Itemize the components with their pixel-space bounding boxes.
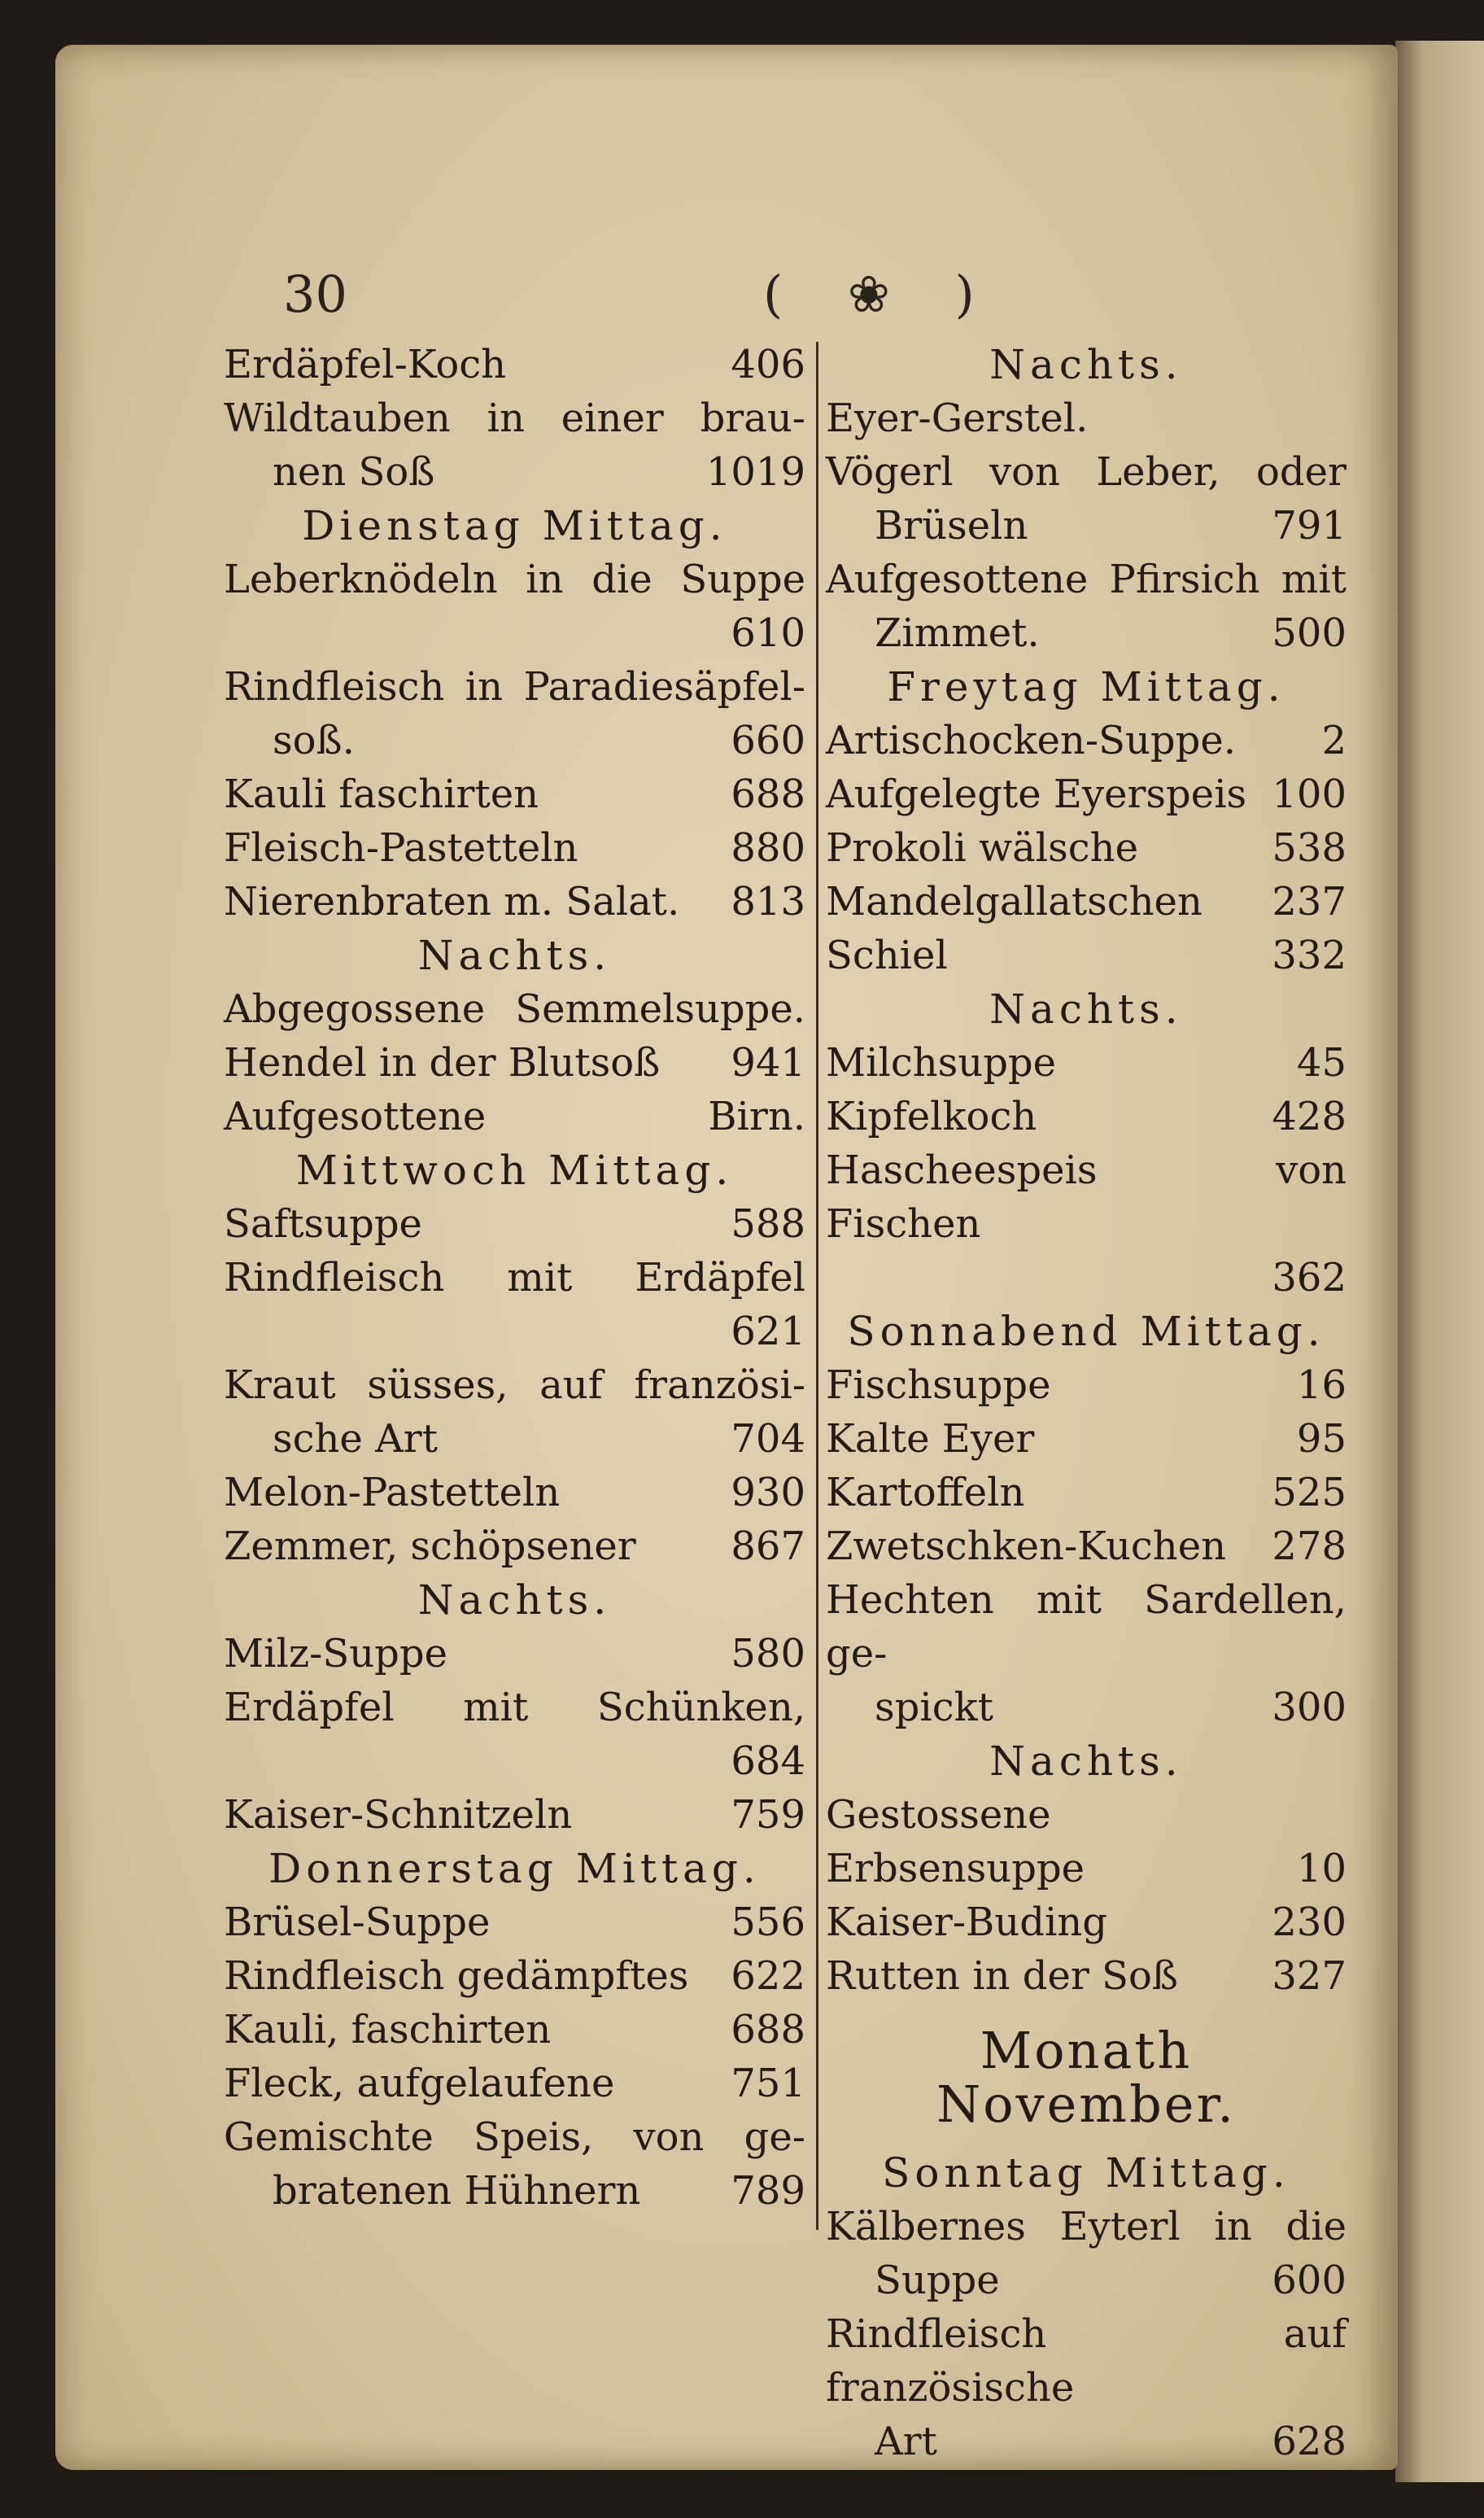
menu-entry bbox=[826, 499, 1347, 553]
recipe-number: 791 bbox=[1272, 503, 1347, 549]
dish-name: Milchsuppe bbox=[826, 1040, 1057, 1086]
section-heading: Dienstag Mittag. bbox=[302, 502, 727, 549]
recipe-number: 622 bbox=[731, 1953, 805, 1999]
menu-line: Aufgesottene Birn. bbox=[224, 1094, 805, 1139]
menu-entry bbox=[826, 875, 1347, 929]
section-heading: Nachts. bbox=[417, 932, 612, 979]
menu-entry bbox=[224, 714, 805, 767]
recipe-number: 406 bbox=[731, 342, 805, 387]
recipe-number: 610 bbox=[731, 610, 805, 656]
menu-entry bbox=[826, 767, 1347, 821]
menu-line: Hascheespeis von Fischen bbox=[826, 1148, 1347, 1247]
dish-name: Melon-Pastetteln bbox=[224, 1470, 561, 1515]
section-heading: Freytag Mittag. bbox=[887, 663, 1285, 710]
dish-name: Art bbox=[875, 2419, 937, 2464]
page-header bbox=[55, 264, 1398, 338]
recipe-number: 1019 bbox=[705, 449, 805, 495]
menu-line: Rindfleisch mit Erdäpfel bbox=[224, 1255, 805, 1301]
dish-name: Kauli, faschirten bbox=[224, 2007, 552, 2052]
menu-line: Wildtauben in einer brau- bbox=[224, 396, 805, 441]
recipe-number: 100 bbox=[1272, 772, 1347, 817]
menu-entry bbox=[224, 1895, 805, 1949]
recipe-number: 813 bbox=[731, 879, 805, 925]
dish-name: spickt bbox=[875, 1685, 993, 1730]
menu-entry bbox=[826, 1895, 1347, 1949]
menu-line: Abgegossene Semmelsuppe. bbox=[224, 986, 805, 1032]
dish-name: Brüsel-Suppe bbox=[224, 1899, 491, 1945]
page-number: 30 bbox=[283, 264, 347, 324]
dish-name: Suppe bbox=[875, 2258, 1000, 2303]
ornament-icon: ( ❀ ) bbox=[763, 264, 999, 324]
menu-line: Kraut süsses, auf französi- bbox=[224, 1362, 805, 1408]
recipe-number: 230 bbox=[1272, 1899, 1347, 1945]
recipe-number: 941 bbox=[731, 1040, 805, 1086]
section-heading: Nachts. bbox=[989, 1738, 1183, 1785]
dish-name: Gestossene Erbsensuppe bbox=[826, 1792, 1085, 1891]
menu-entry bbox=[224, 1519, 805, 1573]
dish-name: Fischsuppe bbox=[826, 1362, 1051, 1408]
dish-name: Hendel in der Blutsoß bbox=[224, 1040, 661, 1086]
recipe-number: 2 bbox=[1321, 718, 1347, 763]
menu-entry bbox=[224, 338, 805, 391]
dish-name: Rindfleisch gedämpftes bbox=[224, 1953, 689, 1999]
menu-line: Hechten mit Sardellen, ge- bbox=[826, 1577, 1347, 1676]
menu-entry bbox=[224, 1036, 805, 1090]
recipe-number: 362 bbox=[1272, 1255, 1347, 1301]
dish-name: sche Art bbox=[273, 1416, 438, 1462]
dish-name: Prokoli wälsche bbox=[826, 825, 1138, 871]
dish-name: Saftsuppe bbox=[224, 1201, 422, 1247]
recipe-number: 930 bbox=[731, 1470, 805, 1515]
recipe-number: 789 bbox=[731, 2168, 805, 2214]
right-column bbox=[826, 338, 1347, 2468]
dish-name: Fleck, aufgelaufene bbox=[224, 2061, 615, 2106]
dish-name: soß. bbox=[273, 718, 355, 763]
menu-entry bbox=[826, 1519, 1347, 1573]
menu-entry bbox=[826, 821, 1347, 875]
menu-entry bbox=[826, 1466, 1347, 1519]
recipe-number: 556 bbox=[731, 1899, 805, 1945]
dish-name: Mandelgallatschen bbox=[826, 879, 1202, 925]
section-heading: Sonntag Mittag. bbox=[882, 2149, 1290, 2197]
dish-name: Rutten in der Soß bbox=[826, 1953, 1178, 1999]
recipe-number: 538 bbox=[1272, 825, 1347, 871]
dish-name: Zemmer, schöpsener bbox=[224, 1523, 636, 1569]
dish-name: Kalte Eyer bbox=[826, 1416, 1035, 1462]
recipe-number: 759 bbox=[731, 1792, 805, 1838]
menu-entry bbox=[224, 1412, 805, 1466]
menu-entry bbox=[224, 821, 805, 875]
menu-entry bbox=[224, 2003, 805, 2057]
recipe-number: 588 bbox=[731, 1201, 805, 1247]
menu-entry bbox=[826, 1251, 1347, 1305]
menu-line: Rindfleisch auf französische bbox=[826, 2311, 1347, 2411]
dish-name: Kartoffeln bbox=[826, 1470, 1025, 1515]
dish-name: Kauli faschirten bbox=[224, 772, 539, 817]
recipe-number: 300 bbox=[1272, 1685, 1347, 1730]
menu-entry bbox=[826, 1949, 1347, 2003]
section-heading: Nachts. bbox=[417, 1576, 612, 1624]
recipe-number: 10 bbox=[1296, 1846, 1347, 1891]
dish-name: Kaiser-Schnitzeln bbox=[224, 1792, 573, 1838]
menu-entry bbox=[224, 1788, 805, 1842]
menu-line: Rindfleisch in Paradiesäpfel- bbox=[224, 664, 805, 710]
recipe-number: 525 bbox=[1272, 1470, 1347, 1515]
recipe-number: 500 bbox=[1272, 610, 1347, 656]
dish-name: Kaiser-Buding bbox=[826, 1899, 1107, 1945]
section-heading: Mittwoch Mittag. bbox=[295, 1147, 734, 1194]
recipe-number: 880 bbox=[731, 825, 805, 871]
recipe-number: 237 bbox=[1272, 879, 1347, 925]
menu-line: Vögerl von Leber, oder bbox=[826, 449, 1347, 495]
dish-name: Aufgelegte Eyerspeis bbox=[826, 772, 1247, 817]
dish-name: Fleisch-Pastetteln bbox=[224, 825, 578, 871]
menu-entry bbox=[826, 2254, 1347, 2307]
recipe-number: 621 bbox=[731, 1309, 805, 1354]
menu-entry bbox=[826, 1036, 1347, 1090]
menu-entry bbox=[826, 1681, 1347, 1734]
recipe-number: 660 bbox=[731, 718, 805, 763]
menu-entry bbox=[224, 767, 805, 821]
menu-entry bbox=[826, 1788, 1347, 1895]
column-divider bbox=[816, 342, 818, 2230]
menu-line: Aufgesottene Pfirsich mit bbox=[826, 557, 1347, 602]
section-heading: Sonnabend Mittag. bbox=[847, 1308, 1325, 1355]
recipe-number: 684 bbox=[731, 1738, 805, 1784]
menu-line: Erdäpfel mit Schünken, bbox=[224, 1685, 805, 1730]
menu-entry bbox=[224, 2057, 805, 2110]
dish-name: Artischocken-Suppe. bbox=[826, 718, 1236, 763]
month-heading: Monath November. bbox=[936, 2021, 1236, 2134]
dish-name: bratenen Hühnern bbox=[273, 2168, 641, 2214]
recipe-number: 16 bbox=[1296, 1362, 1347, 1408]
menu-entry bbox=[826, 929, 1347, 982]
recipe-number: 600 bbox=[1272, 2258, 1347, 2303]
menu-entry bbox=[224, 1949, 805, 2003]
recipe-number: 332 bbox=[1272, 933, 1347, 978]
menu-entry bbox=[826, 1358, 1347, 1412]
dish-name: Brüseln bbox=[875, 503, 1028, 549]
menu-entry bbox=[224, 1305, 805, 1358]
menu-entry bbox=[826, 1412, 1347, 1466]
menu-entry bbox=[224, 875, 805, 929]
adjacent-page-edge bbox=[1395, 41, 1484, 2482]
recipe-number: 428 bbox=[1272, 1094, 1347, 1139]
menu-entry bbox=[224, 606, 805, 660]
menu-line: Eyer-Gerstel. bbox=[826, 396, 1089, 441]
dish-name: Erdäpfel-Koch bbox=[224, 342, 507, 387]
menu-entry bbox=[224, 1197, 805, 1251]
left-column bbox=[224, 338, 805, 2218]
menu-entry bbox=[224, 1466, 805, 1519]
menu-line: Gemischte Speis, von ge- bbox=[224, 2114, 805, 2160]
menu-line: Leberknödeln in die Suppe bbox=[224, 557, 805, 602]
menu-entry bbox=[224, 1627, 805, 1681]
menu-entry bbox=[224, 445, 805, 499]
section-heading: Nachts. bbox=[989, 986, 1183, 1033]
menu-entry bbox=[224, 2164, 805, 2218]
dish-name: Milz-Suppe bbox=[224, 1631, 448, 1676]
recipe-number: 45 bbox=[1296, 1040, 1347, 1086]
dish-name: nen Soß bbox=[273, 449, 435, 495]
menu-entry bbox=[224, 1734, 805, 1788]
recipe-number: 628 bbox=[1272, 2419, 1347, 2464]
recipe-number: 327 bbox=[1272, 1953, 1347, 1999]
recipe-number: 688 bbox=[731, 2007, 805, 2052]
dish-name: Zwetschken-Kuchen bbox=[826, 1523, 1227, 1569]
section-heading: Nachts. bbox=[989, 341, 1183, 388]
menu-line: Kälbernes Eyterl in die bbox=[826, 2204, 1347, 2249]
recipe-number: 704 bbox=[731, 1416, 805, 1462]
section-heading: Donnerstag Mittag. bbox=[268, 1845, 761, 1892]
menu-entry bbox=[826, 1090, 1347, 1143]
recipe-number: 95 bbox=[1296, 1416, 1347, 1462]
dish-name: Nierenbraten m. Salat. bbox=[224, 879, 680, 925]
dish-name: Schiel bbox=[826, 933, 948, 978]
menu-entry bbox=[826, 714, 1347, 767]
recipe-number: 867 bbox=[731, 1523, 805, 1569]
dish-name: Zimmet. bbox=[875, 610, 1040, 656]
recipe-number: 580 bbox=[731, 1631, 805, 1676]
recipe-number: 688 bbox=[731, 772, 805, 817]
menu-entry bbox=[826, 606, 1347, 660]
menu-entry bbox=[826, 2415, 1347, 2468]
recipe-number: 278 bbox=[1272, 1523, 1347, 1569]
recipe-number: 751 bbox=[731, 2061, 805, 2106]
dish-name: Kipfelkoch bbox=[826, 1094, 1037, 1139]
